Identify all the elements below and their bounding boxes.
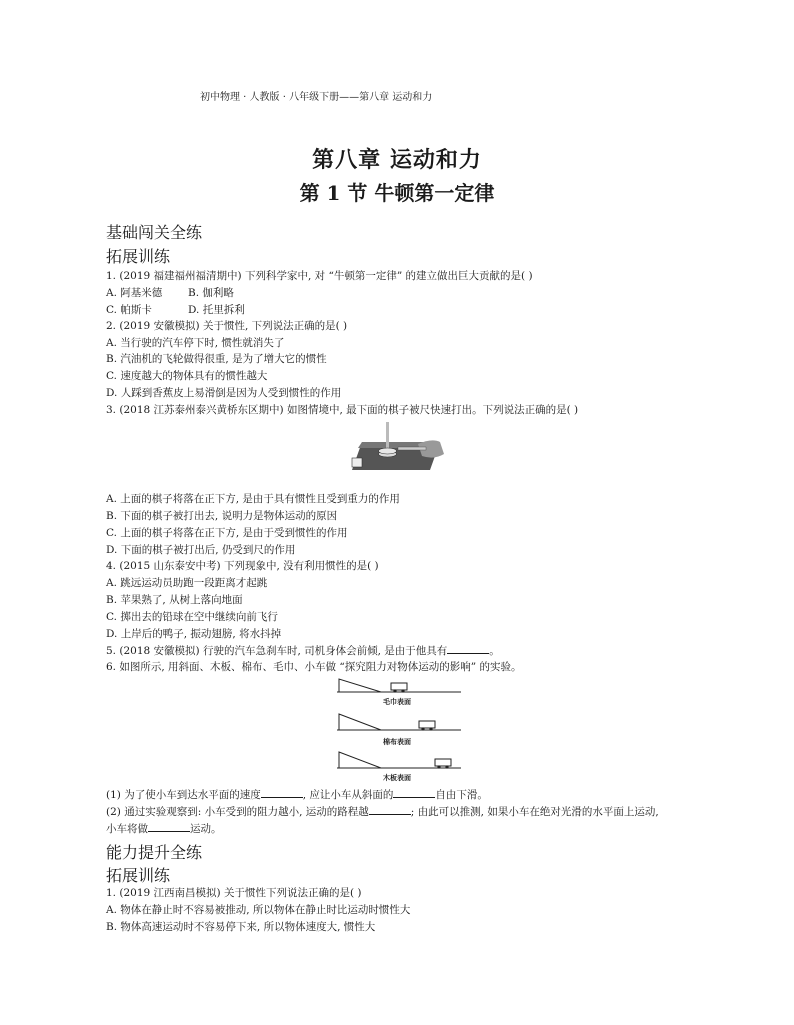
q6-part1 [106,787,488,802]
q1-option-b: B. 伽利略 [188,287,234,299]
q3-option-a: A. 上面的棋子将落在正下方, 是由于具有惯性且受到重力的作用 [106,493,400,505]
part2-subheading: 拓展训练 [106,866,171,885]
q6-caption-towel: 毛巾表面 [383,698,411,706]
q5-stem: 5. (2018 安徽模拟) 行驶的汽车急刹车时, 司机身体会前倾, 是由于他具有 [106,645,448,657]
section-title: 第 1 节 牛顿第一定律 [299,181,495,205]
q2-option-d: D. 人踩到香蕉皮上易滑倒是因为人受到惯性的作用 [106,387,342,399]
q6-part3 [106,821,222,836]
q3-option-c: C. 上面的棋子将落在正下方, 是由于受到惯性的作用 [106,527,348,539]
q3-option-b: B. 下面的棋子被打出去, 说明力是物体运动的原因 [106,510,338,522]
q1-option-d: D. 托里拆利 [188,304,245,316]
q1-option-a: A. 阿基米德 [106,287,163,299]
q6-part1-text-c: 自由下滑。 [435,789,488,801]
q6-part2 [106,804,659,819]
q6-blank-4[interactable] [148,821,190,832]
q5-blank[interactable] [447,643,489,654]
part1-heading: 基础闯关全练 [106,223,203,242]
chapter-title: 第八章 运动和力 [312,147,482,173]
q6-part3-text-a: 小车将做 [106,823,148,835]
q2-option-b: B. 汽油机的飞轮做得很重, 是为了增大它的惯性 [106,353,327,365]
q4-stem: 4. (2015 山东泰安中考) 下列现象中, 没有利用惯性的是( ) [106,560,379,572]
q6-cart-2 [419,721,435,728]
q3-checker-figure [348,420,448,480]
q6-blank-1[interactable] [261,787,303,798]
q6-blank-2[interactable] [393,787,435,798]
q6-blank-3[interactable] [369,804,411,815]
q6-figure-board [335,750,465,774]
part1-subheading: 拓展训练 [106,247,171,266]
q6-caption-cotton: 棉布表面 [383,738,411,746]
q6-incline-1 [339,679,381,692]
q5-line: 5. (2018 安徽模拟) 行驶的汽车急刹车时, 司机身体会前倾, 是由于他具有 。 [106,645,500,657]
p2-q1-option-b: B. 物体高速运动时不容易停下来, 所以物体速度大, 惯性大 [106,921,376,933]
q6-part1-text-b: , 应让小车从斜面的 [302,789,394,801]
q6-incline-3 [339,752,381,768]
q6-cart-3 [435,759,451,766]
q2-option-a: A. 当行驶的汽车停下时, 惯性就消失了 [106,337,285,349]
q6-caption-board: 木板表面 [383,774,411,782]
running-head: 初中物理 · 人教版 · 八年级下册——第八章 运动和力 [200,92,433,103]
q3-checker-top [379,448,397,454]
p2-q1-option-a: A. 物体在静止时不容易被推动, 所以物体在静止时比运动时惯性大 [106,904,411,916]
q4-option-b: B. 苹果熟了, 从树上落向地面 [106,594,243,606]
q3-ruler [398,447,426,450]
p2-q1-stem: 1. (2019 江西南昌模拟) 关于惯性下列说法正确的是( ) [106,887,362,899]
q2-option-c: C. 速度越大的物体具有的惯性越大 [106,370,268,382]
q4-option-d: D. 上岸后的鸭子, 振动翅膀, 将水抖掉 [106,628,282,640]
q4-option-c: C. 掷出去的铅球在空中继续向前飞行 [106,611,278,623]
q1-stem: 1. (2019 福建福州福清期中) 下列科学家中, 对 “牛顿第一定律” 的建立做出巨大贡献的是( ) [106,270,533,282]
q6-part1-text-a: (1) 为了使小车到达水平面的速度 [106,789,261,801]
q3-option-d: D. 下面的棋子被打出后, 仍受到尺的作用 [106,544,296,556]
q6-part3-text-b: 运动。 [190,823,222,835]
q1-option-c: C. 帕斯卡 [106,304,152,316]
part2-heading: 能力提升全练 [106,843,203,862]
q6-stem: 6. 如图所示, 用斜面、木板、棉布、毛巾、小车做 “探究阻力对物体运动的影响” 的实验。 [106,661,522,673]
q6-cart-1 [391,683,407,690]
q2-stem: 2. (2019 安徽模拟) 关于惯性, 下列说法正确的是( ) [106,320,348,332]
q6-part2-text-a: (2) 通过实验观察到: 小车受到的阻力越小, 运动的路程越 [106,806,369,818]
q3-checker-flying [352,458,362,467]
q3-stem: 3. (2018 江苏泰州泰兴黄桥东区期中) 如图情境中, 最下面的棋子被尺快速打出。下列说法正确的是( ) [106,404,579,416]
q6-incline-2 [339,714,381,730]
q6-part2-text-b: ; 由此可以推测, 如果小车在绝对光滑的水平面上运动, [410,806,659,818]
q4-option-a: A. 跳远运动员助跑一段距离才起跳 [106,577,268,589]
